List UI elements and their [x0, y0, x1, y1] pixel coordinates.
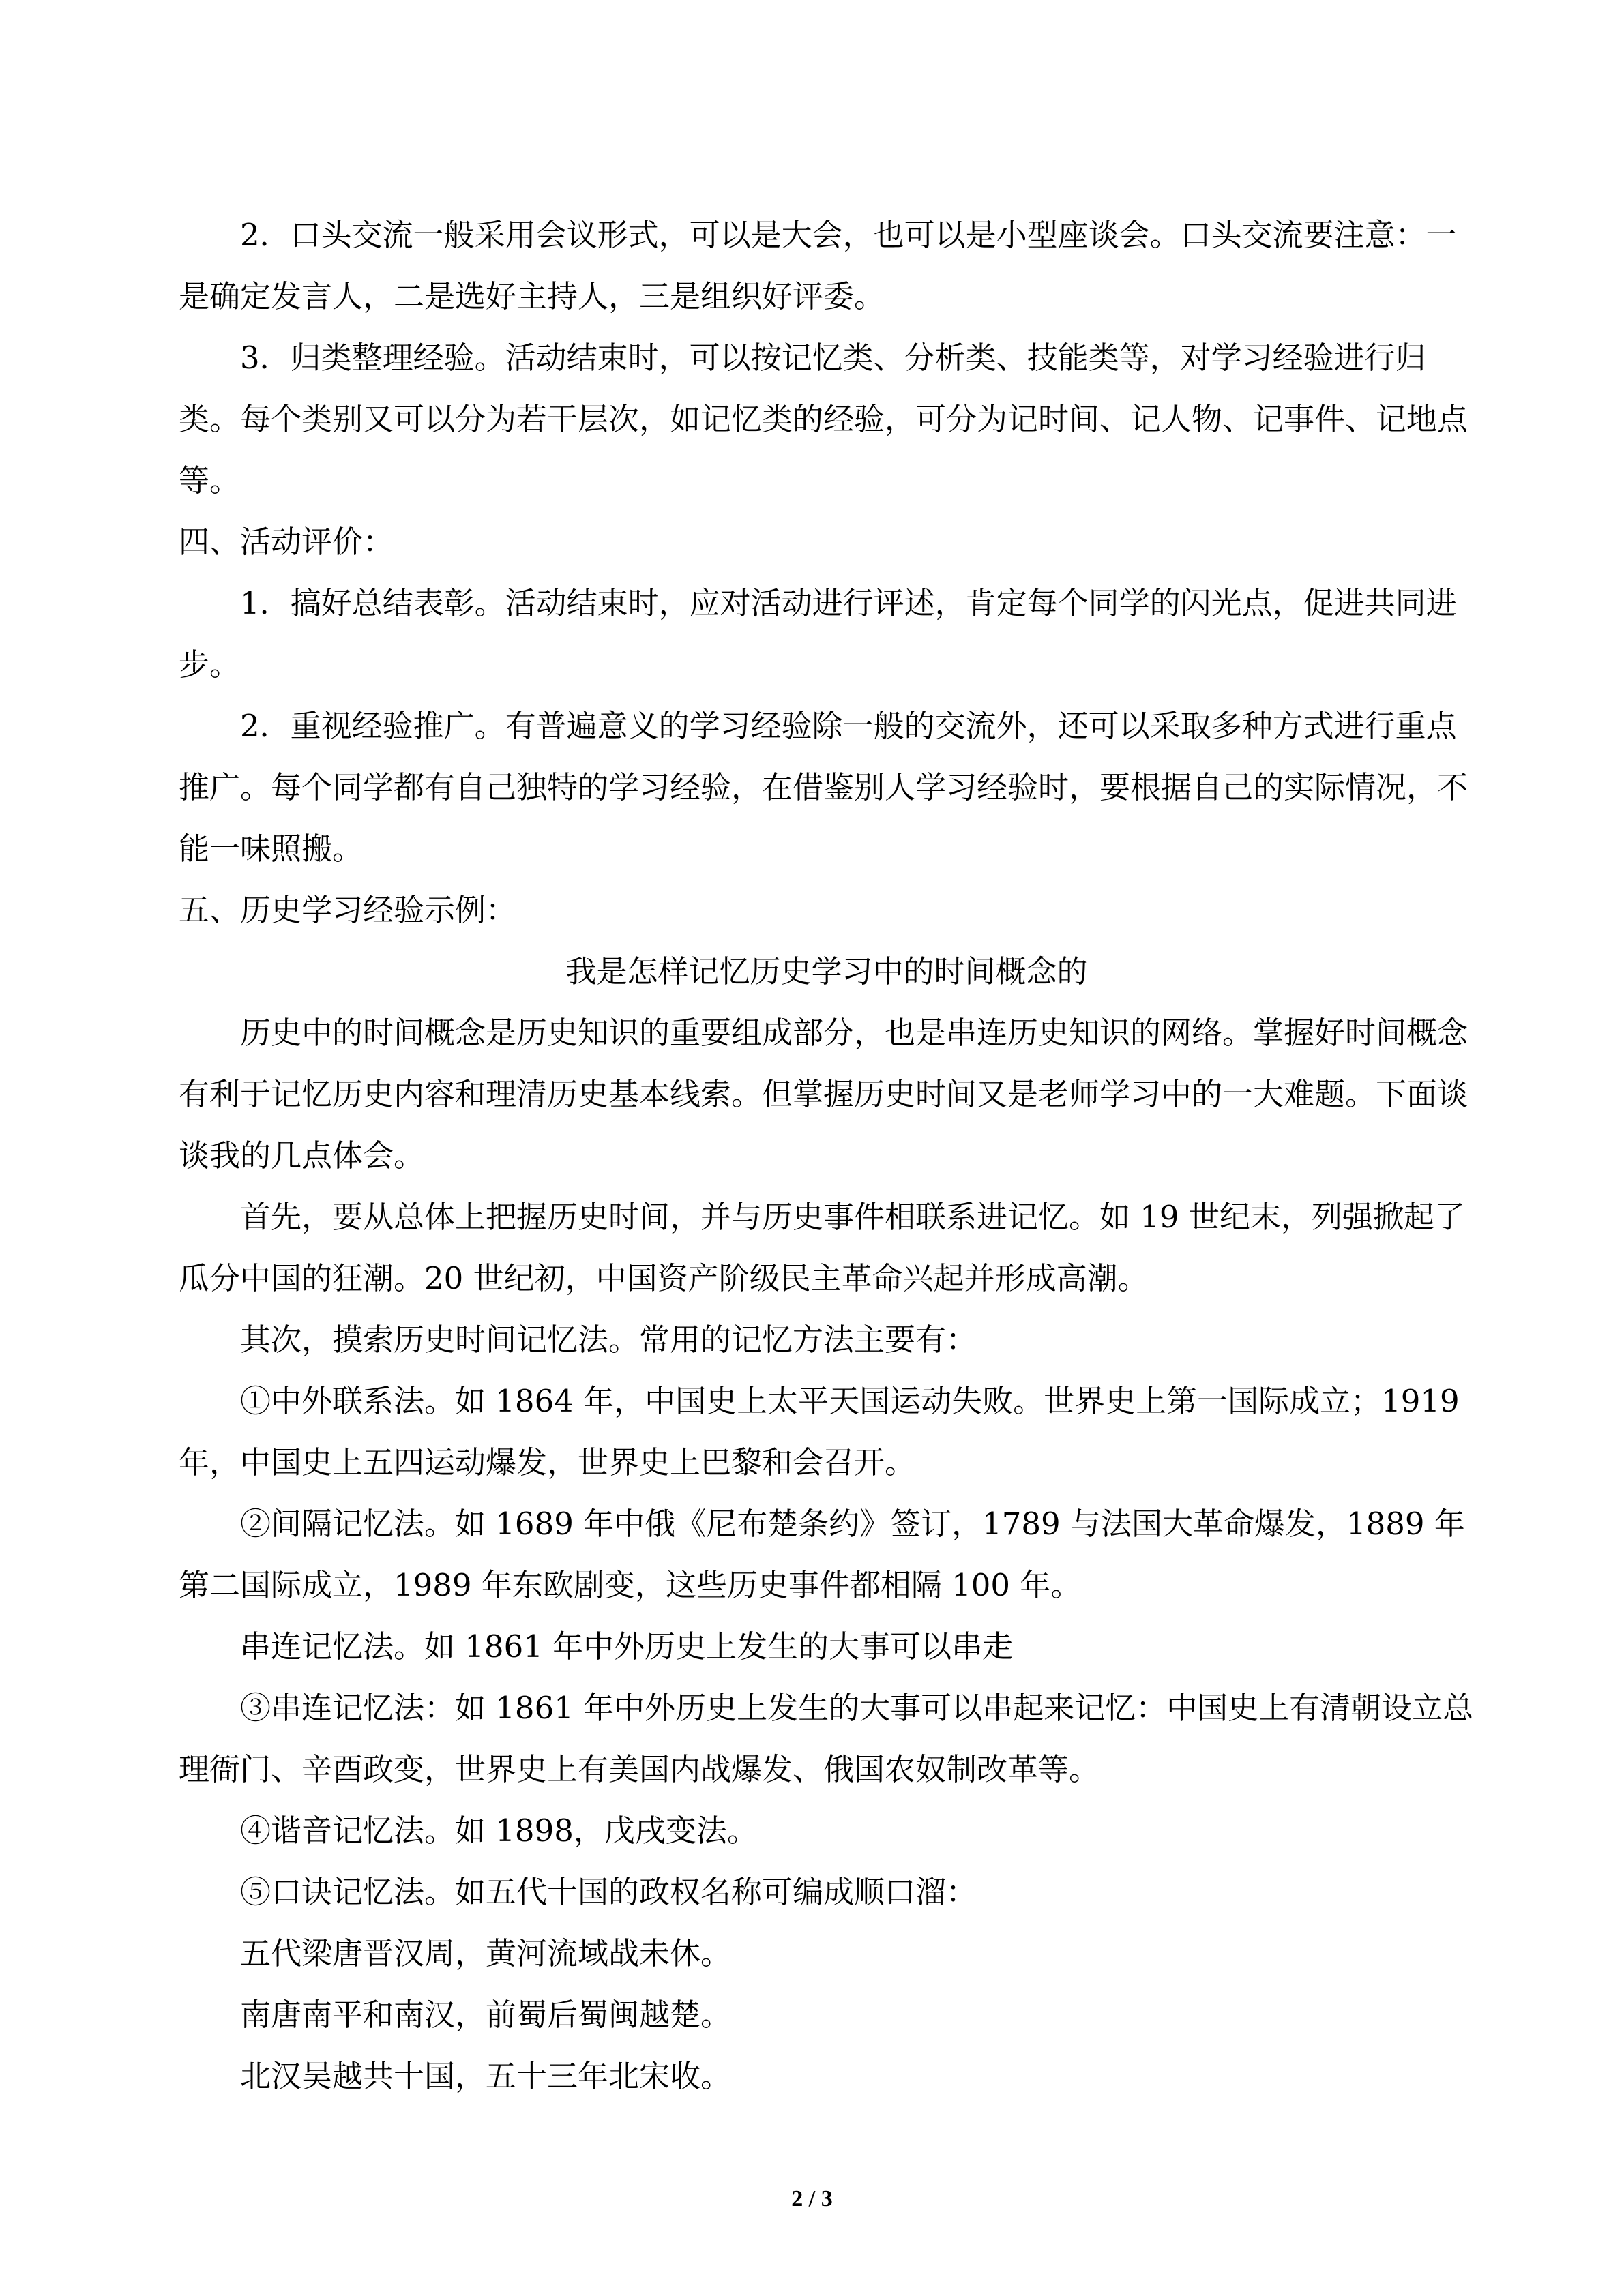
- verse-line-2: 南唐南平和南汉，前蜀后蜀闽越楚。: [240, 1997, 732, 2033]
- paragraph-experience-promotion: 2．重视经验推广。有普遍意义的学习经验除一般的交流外，还可以采取多种方式进行重点推广。每个同学都有自己独特的学习经验，在借鉴别人学习经验时，要根据自己的实际情况，不能一味照搬。: [179, 708, 1468, 867]
- verse-line-1: 五代梁唐晋汉周，黄河流域战未休。: [240, 1935, 732, 1971]
- list-item-method-3: ③串连记忆法：如 1861 年中外历史上发生的大事可以串起来记忆：中国史上有清朝设立总理衙门、辛酉政变，世界史上有美国内战爆发、俄国农奴制改革等。: [179, 1690, 1474, 1787]
- page-number: 2 / 3: [791, 2186, 833, 2211]
- paragraph-summary-commendation: 1．搞好总结表彰。活动结束时，应对活动进行评述，肯定每个同学的闪光点，促进共同进步。: [179, 585, 1457, 683]
- list-item-method-2: ②间隔记忆法。如 1689 年中俄《尼布楚条约》签订，1789 与法国大革命爆发，1889 年第二国际成立，1989 年东欧剧变，这些历史事件都相隔 100 年。: [179, 1506, 1465, 1603]
- paragraph-first: 首先，要从总体上把握历史时间，并与历史事件相联系进记忆。如 19 世纪末，列强掀起了瓜分中国的狂潮。20 世纪初，中国资产阶级民主革命兴起并形成高潮。: [179, 1199, 1465, 1296]
- section-heading-example: 五、历史学习经验示例：: [179, 892, 517, 928]
- list-item-method-1: ①中外联系法。如 1864 年，中国史上太平天国运动失败。世界史上第一国际成立；1919 年，中国史上五四运动爆发，世界史上巴黎和会召开。: [179, 1383, 1460, 1480]
- paragraph-fragment: 串连记忆法。如 1861 年中外历史上发生的大事可以串走: [240, 1628, 1014, 1665]
- paragraph-oral-exchange: 2．口头交流一般采用会议形式，可以是大会，也可以是小型座谈会。口头交流要注意：一是确定发言人，二是选好主持人，三是组织好评委。: [179, 217, 1457, 314]
- section-heading-evaluation: 四、活动评价：: [179, 524, 394, 560]
- document-body: [179, 205, 1475, 2107]
- paragraph-intro: 历史中的时间概念是历史知识的重要组成部分，也是串连历史知识的网络。掌握好时间概念有利于记忆历史内容和理清历史基本线索。但掌握历史时间又是老师学习中的一大难题。下面谈谈我的几点体会。: [179, 1015, 1468, 1174]
- paragraph-second: 其次，摸索历史时间记忆法。常用的记忆方法主要有：: [240, 1322, 977, 1358]
- verse-line-3: 北汉吴越共十国，五十三年北宋收。: [240, 2058, 732, 2094]
- list-item-method-4: ④谐音记忆法。如 1898，戊戌变法。: [240, 1813, 758, 1849]
- list-item-method-5: ⑤口诀记忆法。如五代十国的政权名称可编成顺口溜：: [240, 1874, 977, 1910]
- article-title: 我是怎样记忆历史学习中的时间概念的: [565, 953, 1088, 989]
- paragraph-classify-experience: 3．归类整理经验。活动结束时，可以按记忆类、分析类、技能类等，对学习经验进行归类。每个类别又可以分为若干层次，如记忆类的经验，可分为记时间、记人物、记事件、记地点等。: [179, 340, 1468, 498]
